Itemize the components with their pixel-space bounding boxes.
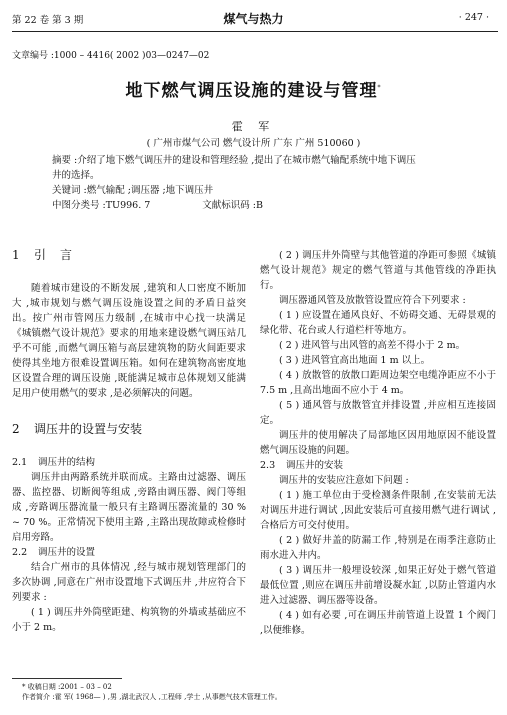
subsection-2-3-heading <box>260 458 496 473</box>
running-header-issue: 第 22 卷 第 3 期 <box>12 15 84 26</box>
subsection-2-3-number: 2.3 <box>260 460 276 471</box>
section-1-paragraph: 随着城市建设的不断发展 ,建筑和人口密度不断加大 ,城市规划与燃气调压设施设置之间的矛盾日益突出。按广州市管网压力级制 ,在城市中心找一块满足《城镇燃气设计规范》要求的用地来建设燃气调压站几乎不可能 ,而燃气调压箱与高层建筑物的防火间距要求使得其坐地方很难设置调压箱。如何在建筑物高密度地区设置合理的调压设施 ,既能满足城市总体规划又能满足用户使用燃气的要求 ,是必须解决的问题。 <box>12 283 246 399</box>
vent-requirement-1: ( 1 ) 应设置在通风良好、不妨碍交通、无碍景观的绿化带、花台或人行道栏杆等地方。 <box>260 310 496 336</box>
document-code: 文献标识码 :B <box>202 200 263 211</box>
vent-requirement-4: ( 4 ) 放散管的放散口距周边架空电缆净距应不小于 7.5 m ,且高出地面不应小于 4 m。 <box>260 370 496 396</box>
subsection-2-3-label: 调压井的安装 <box>286 460 344 471</box>
installation-item-1: ( 1 ) 施工单位由于受检测条件限制 ,在安装前无法对调压井进行调试 ,因此安装后可直接用燃气进行调试 ,合格后方可交付使用。 <box>260 490 496 531</box>
vent-requirement-3: ( 3 ) 进风管宜高出地面 1 m 以上。 <box>279 355 431 366</box>
abstract-summary-line2: 井的选择。 <box>52 170 100 181</box>
abstract-block <box>52 153 460 213</box>
classification-row <box>52 198 460 213</box>
regulator-well-usage-paragraph: 调压井的使用解决了局部地区因用地原因不能设置燃气调压设施的问题。 <box>260 430 496 456</box>
subsection-2-2-paragraph: 结合广州市的具体情况 ,经与城市规划管理部门的多次协调 ,同意在广州市设置地下式调压井 ,井应符合下列要求 : <box>12 562 246 603</box>
abstract-summary-line1: 摘要 :介绍了地下燃气调压井的建设和管理经验 ,提出了在城市燃气输配系统中地下调压 <box>52 155 416 166</box>
article-number: 文章编号 :1000 – 4416( 2002 )03—0247—02 <box>12 51 210 61</box>
running-header-journal: 煤气与热力 <box>223 12 284 26</box>
section-2-number: 2 <box>12 422 20 436</box>
clc-number: 中图分类号 :TU996. 7 <box>52 200 151 211</box>
section-2-label: 调压井的设置与安装 <box>34 422 143 436</box>
header-rule <box>12 31 498 32</box>
installation-item-3: ( 3 ) 调压井一般埋设较深 ,如果正好处于燃气管道最低位置 ,则应在调压井前增设凝水缸 ,以防止管道内水进入过滤器、调压器等设备。 <box>260 565 496 606</box>
affiliation: ( 广州市煤气公司 燃气设计所 广东 广州 510060 ) <box>146 138 361 149</box>
subsection-2-2-number: 2.2 <box>12 547 28 558</box>
subsection-2-1-label: 调压井的结构 <box>38 457 96 468</box>
title-footnote-mark: * <box>377 84 382 92</box>
paper-title <box>0 76 507 101</box>
keywords: 关键词 :燃气输配 ;调压器 ;地下调压井 <box>52 185 214 196</box>
subsection-2-1-heading <box>12 455 246 470</box>
vent-requirement-5: ( 5 ) 通风管与放散管宜并排设置 ,并应相互连接固定。 <box>260 400 496 426</box>
subsection-2-1-paragraph: 调压井由两路系统并联而成。主路由过滤器、调压器、监控器、切断阀等组成 ,旁路由调压器、阀门等组成 ,旁路调压器流量一般只有主路调压器流量的 30 % ~ 70 %。正常情况下使用主路 ,主路出现故障或检修时启用旁路。 <box>12 472 246 543</box>
installation-intro: 调压井的安装应注意如下问题 : <box>279 475 409 486</box>
subsection-2-2-item-1: ( 1 ) 调压井外筒壁距建、构筑物的外墙或基础应不小于 2 m。 <box>12 607 246 633</box>
subsection-2-1-number: 2.1 <box>12 457 28 468</box>
section-2-heading <box>12 422 246 437</box>
installation-item-2: ( 2 ) 做好井盖的防漏工作 ,特别是在雨季注意防止雨水进入井内。 <box>260 535 496 561</box>
section-1-heading <box>12 248 246 263</box>
page-number: · 247 · <box>458 12 489 23</box>
vent-requirement-2: ( 2 ) 进风管与出风管的高差不得小于 2 m。 <box>279 340 466 351</box>
installation-item-4: ( 4 ) 如有必要 ,可在调压井前管道上设置 1 个阀门 ,以便维修。 <box>260 610 496 636</box>
left-column <box>12 248 246 635</box>
section-1-number: 1 <box>12 248 20 262</box>
pipe-distance-paragraph: ( 2 ) 调压井外筒壁与其他管道的净距可参照《城镇燃气设计规范》规定的燃气管道与其他管线的净距执行。 <box>260 250 496 291</box>
section-1-label: 引言 <box>34 248 87 262</box>
vent-requirements-intro: 调压器通风管及放散管设置应符合下列要求 : <box>279 295 466 306</box>
footnote-rule <box>12 678 122 679</box>
footnote-received-date: * 收稿日期 :2001 – 03 – 02 <box>22 683 112 691</box>
footnote-author-bio: 作者简介 :霍 军( 1968— ) ,男 ,湖北武汉人 ,工程师 ,学士 ,从事燃气技术管理工作。 <box>22 693 282 701</box>
subsection-2-2-heading <box>12 545 246 560</box>
author: 霍 军 <box>231 120 276 133</box>
right-column <box>260 248 496 638</box>
paper-title-text: 地下燃气调压设施的建设与管理 <box>125 81 378 101</box>
subsection-2-2-label: 调压井的设置 <box>38 547 96 558</box>
